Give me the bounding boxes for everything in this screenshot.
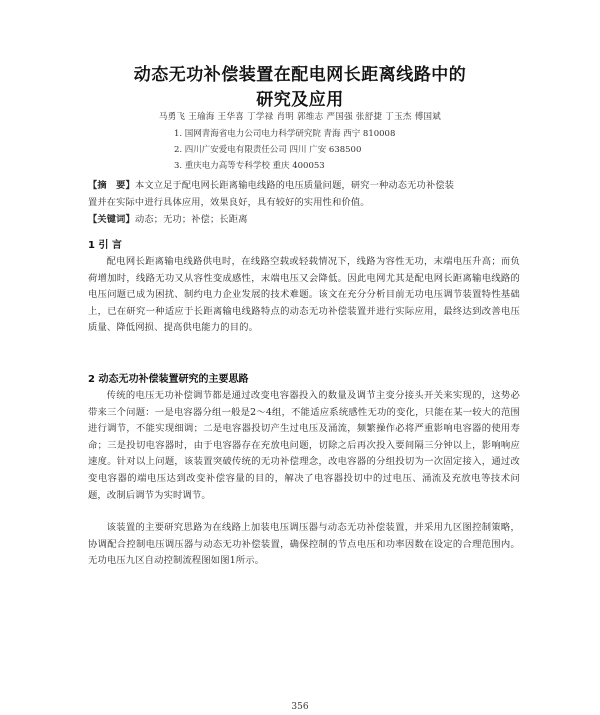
- abstract-text-2: 置并在实际中进行具体应用，效果良好，具有较好的实用性和价值。: [88, 197, 370, 208]
- keywords-text: 动态；无功；补偿；长距离: [134, 214, 248, 225]
- paper-title-line-2: 研究及应用: [256, 90, 344, 110]
- abstract-text-1: 本文立足于配电网长距离输电线路的电压质量问题，研究一种动态无功补偿装: [134, 180, 455, 191]
- affiliation-2: 2. 四川广安爱电有限责任公司 四川 广安 638500: [174, 145, 362, 155]
- section-heading-intro: 1 引 言: [88, 240, 122, 251]
- author-list: 马勇飞 王瑜海 王华喜 丁学禄 肖明 郭维志 严国强 张舒捷 丁玉杰 傅国斌: [158, 112, 442, 122]
- abstract-label: 【摘 要】: [88, 180, 135, 191]
- abstract-line-2: [88, 194, 522, 211]
- paper-title-line-1: 动态无功补偿装置在配电网长距离线路中的: [133, 65, 467, 85]
- page-number: 356: [291, 702, 309, 712]
- abstract-line-1: [88, 177, 522, 194]
- intro-paragraph: 配电网长距离输电线路供电时，在线路空载或轻载情况下，线路为容性无功，末端电压升高；而负荷增加时，线路无功又从容性变成感性，末端电压又会降低。因此电网尤其是配电网长距离输电线路的电压问题已成为困扰、制约电力企业发展的技术难题。该文在充分分析目前无功电压调节装置特性基础上，已在研究一种适应于长距离输电线路特点的动态无功补偿装置并进行实际应用，最终达到改善电压质量、降低网损、提高供电能力的目的。: [88, 256, 520, 334]
- approach-paragraph-2: 该装置的主要研究思路为在线路上加装电压调压器与动态无功补偿装置，并采用九区图控制策略，协调配合控制电压调压器与动态无功补偿装置，确保控制的节点电压和功率因数在设定的合理范围内。无功电压九区自动控制流程图如图1所示。: [88, 522, 520, 567]
- affiliation-1: 1. 国网青海省电力公司电力科学研究院 青海 西宁 810008: [174, 129, 396, 139]
- approach-paragraph-1: 传统的电压无功补偿调节都是通过改变电容器投入的数量及调节主变分接头开关来实现的，这势必带来三个问题：一是电容器分组一般是2～4组，不能适应系统感性无功的变化，只能在某一较大的范围进行调节，不能实现细调；二是电容器投切产生过电压及涌流，频繁操作必将严重影响电容器的使用寿命；三是投切电容器时，由于电容器存在充放电问题，切除之后再次投入要间隔三分钟以上，影响响应速度。针对以上问题，该装置突破传统的无功补偿理念，改电容器的分组投切为一次固定接入，通过改变电容器的端电压达到改变补偿容量的目的，解决了电容器投切中的过电压、涌流及充放电等技术问题，改制后调节为实时调节。: [88, 390, 520, 501]
- affiliation-3: 3. 重庆电力高等专科学校 重庆 400053: [174, 161, 325, 171]
- keywords-label: 【关键词】: [88, 214, 135, 225]
- keywords-line: [88, 211, 522, 228]
- section-heading-approach: 2 动态无功补偿装置研究的主要思路: [88, 374, 249, 385]
